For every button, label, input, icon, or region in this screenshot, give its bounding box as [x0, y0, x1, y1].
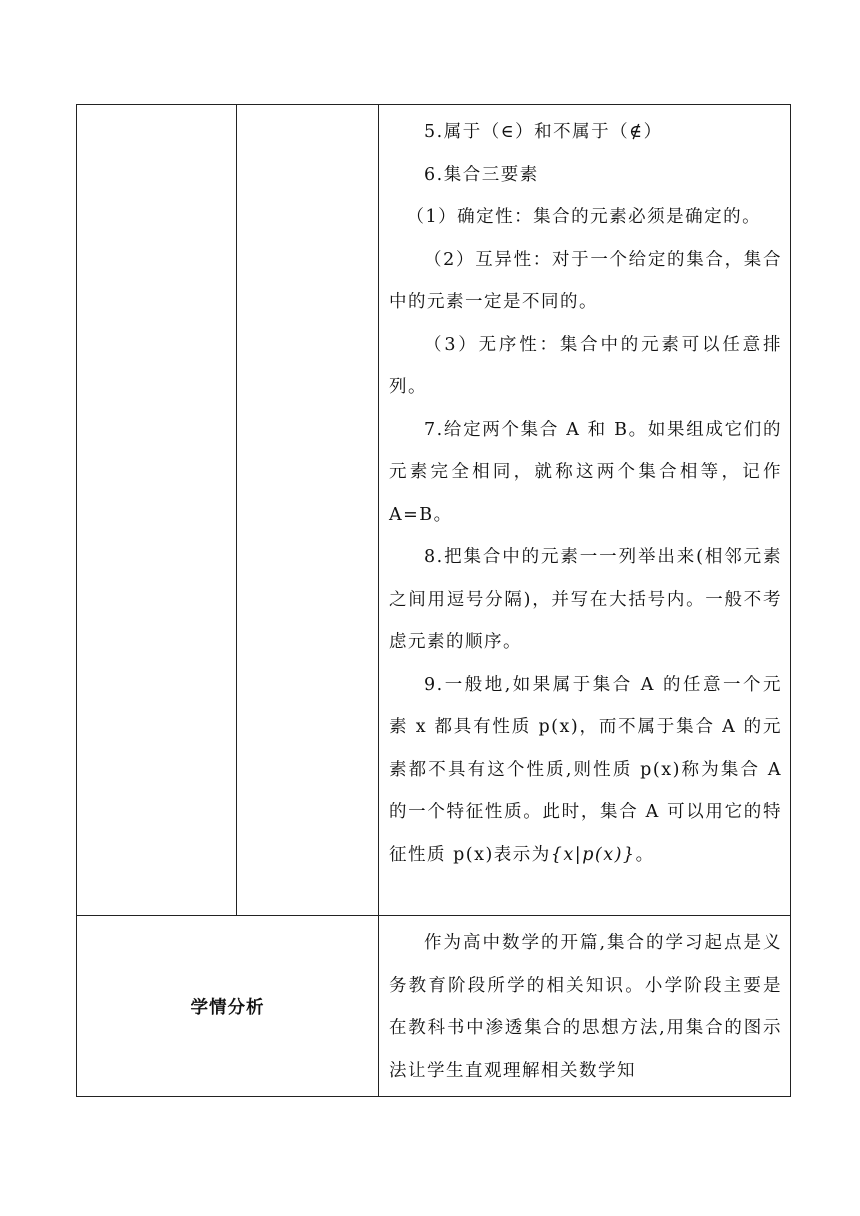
student-analysis-paragraph: 作为高中数学的开篇,集合的学习起点是义务教育阶段所学的相关知识。小学阶段主要是在教科书中渗透集合的思想方法,用集合的图示法让学生直观理解相关数学知 — [389, 933, 782, 1081]
paragraph-set-equality: 7.给定两个集合 A 和 B。如果组成它们的元素完全相同，就称这两个集合相等，记作A=B。 — [389, 419, 782, 525]
characteristic-property-text: 9.一般地,如果属于集合 A 的任意一个元素 x 都具有性质 p(x)，而不属于集合 A 的元素都不具有这个性质,则性质 p(x)称为集合 A 的一个特征性质。此时，集合 A 可以用它的特征性质 p(x)表示为 — [389, 674, 782, 865]
paragraph-membership: 5.属于（∈）和不属于（∉） — [424, 122, 663, 142]
paragraph-characteristic-property — [389, 664, 782, 877]
knowledge-points-cell — [379, 105, 791, 916]
paragraph-three-elements: 6.集合三要素 — [424, 164, 539, 185]
student-analysis-cell — [379, 916, 791, 1097]
set-builder-notation: {x|p(x)} — [550, 844, 636, 865]
analysis-row — [77, 916, 791, 1097]
paragraph-unordered: （3）无序性：集合中的元素可以任意排列。 — [389, 334, 782, 397]
content-row — [77, 105, 791, 916]
empty-cell-left — [77, 105, 237, 916]
lesson-plan-table — [76, 104, 791, 1097]
paragraph-distinctness: （2）互异性：对于一个给定的集合，集合中的元素一定是不同的。 — [389, 249, 782, 312]
closing-period: 。 — [635, 844, 655, 865]
student-analysis-label: 学情分析 — [77, 916, 379, 1097]
paragraph-roster-method: 8.把集合中的元素一一列举出来(相邻元素之间用逗号分隔)，并写在大括号内。一般不考虑元素的顺序。 — [389, 547, 782, 652]
empty-cell-middle — [237, 105, 379, 916]
paragraph-determinacy: （1）确定性：集合的元素必须是确定的。 — [406, 207, 762, 227]
